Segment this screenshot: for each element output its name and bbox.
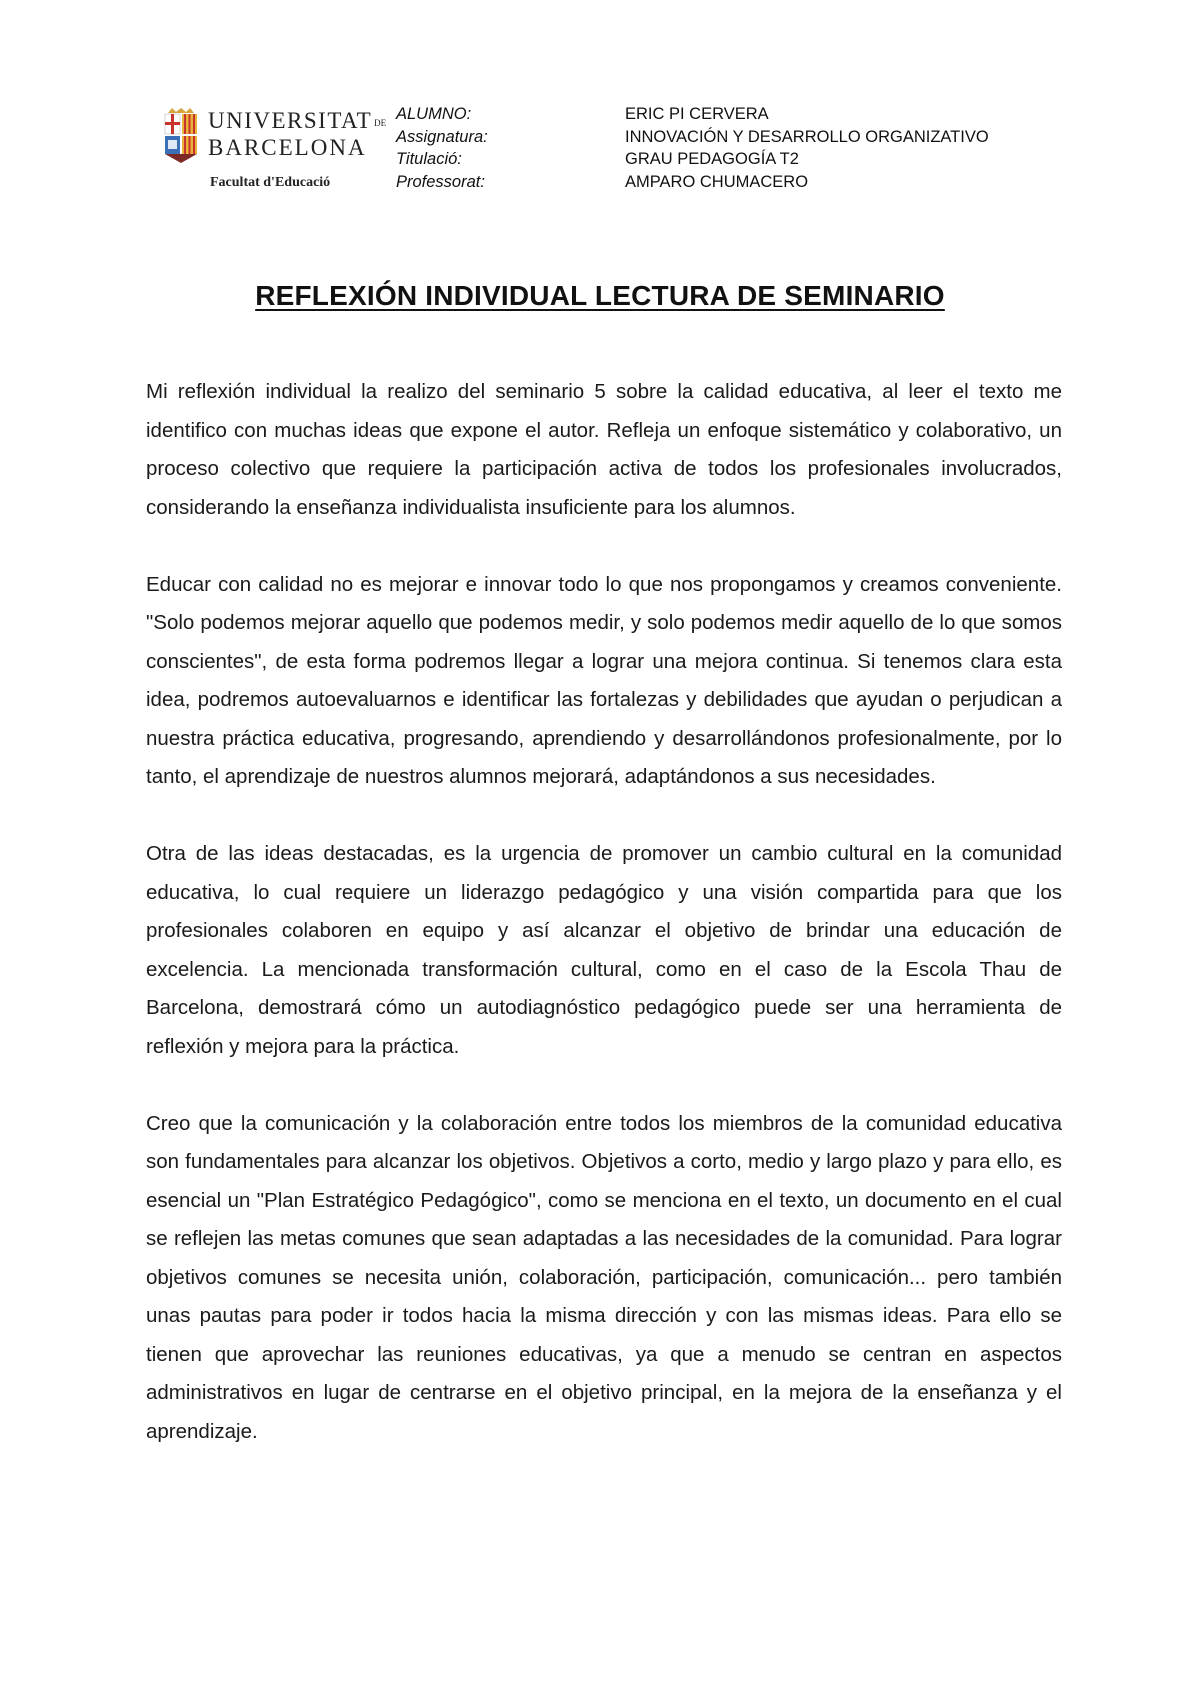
body-paragraph: Educar con calidad no es mejorar e innovar todo lo que nos propongamos y creamos conveniente. "Solo podemos mejorar aquello que podemos medir, y solo podemos medir aquello de lo que somos conscientes", de esta forma podremos llegar a lograr una mejora continua. Si tenemos clara esta idea, podremos autoevaluarnos e identificar las fortalezas y debilidades que ayudan o perjudican a nuestra práctica educativa, progresando, aprendiendo y desarrollándonos profesionalmente, por lo tanto, el aprendizaje de nuestros alumnos mejorará, adaptándonos a sus necesidades. bbox=[146, 572, 1062, 788]
university-logo bbox=[164, 106, 387, 196]
meta-row-asignatura bbox=[396, 126, 989, 149]
body-paragraph: Creo que la comunicación y la colaboración entre todos los miembros de la comunidad educativa son fundamentales para alcanzar los objetivos. Objetivos a corto, medio y largo plazo y para ello, es esencial un "Plan Estratégico Pedagógico", como se menciona en el texto, un documento en el cual se reflejen las metas comunes que sean adaptadas a las necesidades de la comunidad. Para lograr objetivos comunes se necesita unión, colaboración, participación, comunicación... pero también unas pautas para poder ir todos hacia la misma dirección y con las mismas ideas. Para ello se tienen que aprovechar las reuniones educativas, ya que a menudo se centran en aspectos administrativos en lugar de centrarse en el objetivo principal, en la mejora de la enseñanza y el aprendizaje. bbox=[146, 1111, 1062, 1443]
meta-row-professorat bbox=[396, 171, 989, 194]
meta-label: Assignatura: bbox=[396, 127, 488, 146]
meta-value: INNOVACIÓN Y DESARROLLO ORGANIZATIVO bbox=[625, 127, 989, 146]
meta-value: GRAU PEDAGOGÍA T2 bbox=[625, 150, 799, 168]
university-name-line1: UNIVERSITAT DE bbox=[208, 108, 387, 133]
university-name-de: DE bbox=[374, 118, 387, 128]
body-paragraph: Mi reflexión individual la realizo del seminario 5 sobre la calidad educativa, al leer el texto me identifico con muchas ideas que expone el autor. Refleja un enfoque sistemático y colaborativo, un proceso colectivo que requiere la participación activa de todos los profesionales involucrados, considerando la enseñanza individualista insuficiente para los alumnos. bbox=[146, 380, 1062, 519]
document-body bbox=[146, 373, 1062, 1490]
document-metadata bbox=[396, 103, 989, 193]
university-name-line2: BARCELONA bbox=[208, 135, 367, 160]
document-title: REFLEXIÓN INDIVIDUAL LECTURA DE SEMINARIO bbox=[255, 280, 945, 311]
faculty-name: Facultat d'Educació bbox=[210, 175, 331, 190]
university-shield-icon bbox=[164, 108, 198, 164]
meta-value: AMPARO CHUMACERO bbox=[625, 172, 809, 191]
meta-row-titulacio bbox=[396, 148, 989, 171]
meta-label: Professorat: bbox=[396, 172, 485, 191]
meta-label: Titulació: bbox=[396, 150, 462, 168]
meta-value: ERIC PI CERVERA bbox=[625, 105, 769, 123]
meta-row-alumno bbox=[396, 103, 989, 126]
meta-label: ALUMNO: bbox=[396, 105, 472, 123]
body-paragraph: Otra de las ideas destacadas, es la urgencia de promover un cambio cultural en la comunidad educativa, lo cual requiere un liderazgo pedagógico y una visión compartida para que los profesionales colaboren en equipo y así alcanzar el objetivo de brindar una educación de excelencia. La mencionada transformación cultural, como en el caso de la Escola Thau de Barcelona, demostrará cómo un autodiagnóstico pedagógico puede ser una herramienta de reflexión y mejora para la práctica. bbox=[146, 842, 1062, 1058]
